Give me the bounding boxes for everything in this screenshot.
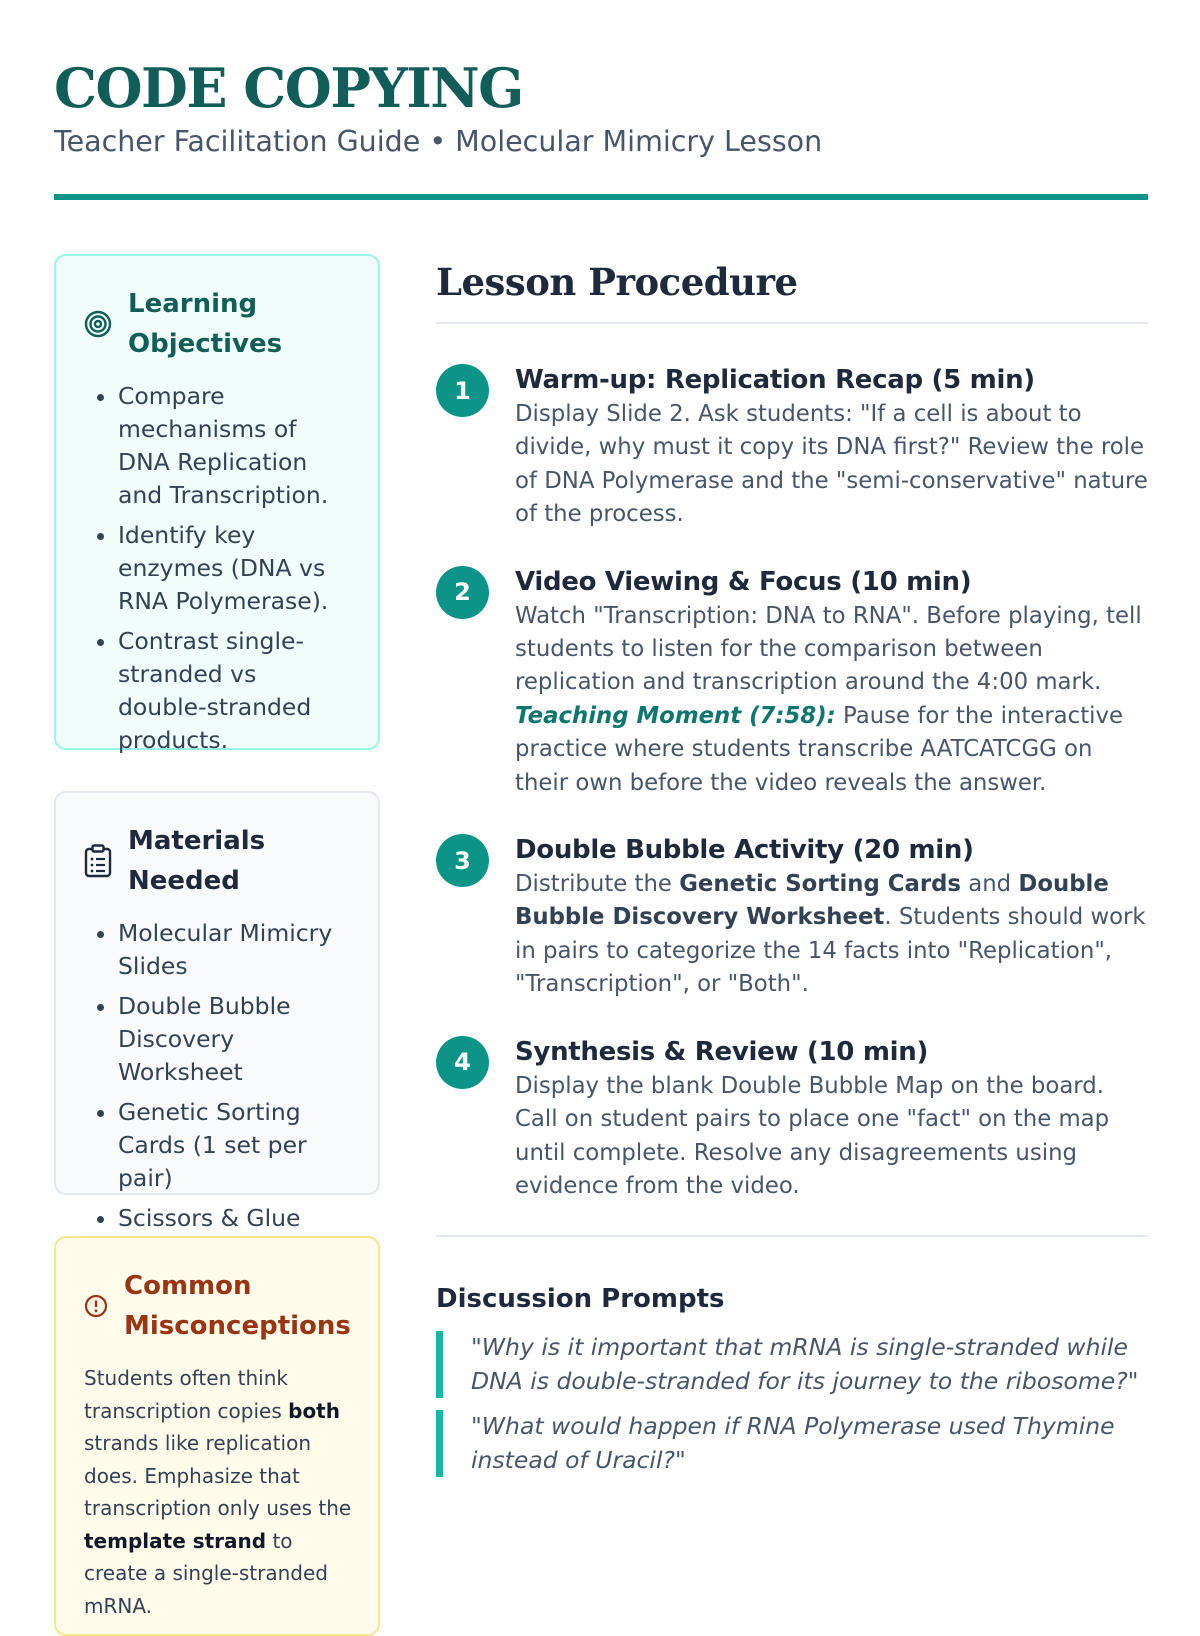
header-divider: [54, 194, 1148, 200]
main-content: [436, 254, 1148, 1477]
learning-objectives-card: [54, 254, 380, 754]
teaching-moment-label: Teaching Moment (7:58):: [515, 702, 836, 729]
step-text-emphasis: Genetic Sorting Cards: [679, 871, 961, 898]
step-title: Video Viewing & Focus (10 min): [515, 566, 972, 597]
misconceptions-text-part: Students often think transcription copies: [84, 1366, 289, 1423]
step-text: [515, 868, 1148, 1002]
material-item: • Molecular Mimicry Slides: [118, 917, 352, 983]
misconceptions-card: [54, 1236, 380, 1636]
target-icon: [84, 310, 112, 338]
misconceptions-text-part: strands like replication does. Emphasize that transcription only uses the: [84, 1431, 352, 1520]
step-title: Warm-up: Replication Recap (5 min): [515, 365, 1035, 395]
procedure-step: [436, 832, 1148, 1002]
discussion-prompt: "Why is it important that mRNA is single-stranded while DNA is double-stranded for its journey to the ribosome?": [436, 1331, 1148, 1398]
procedure-steps: [436, 362, 1148, 1203]
learning-objectives-title: Learning Objectives: [128, 289, 283, 359]
alert-circle-icon: [84, 1294, 108, 1318]
step-text-emphasis: Double Bubble Discovery Worksheet: [515, 871, 1109, 931]
procedure-step: [436, 362, 1148, 532]
step-title: Synthesis & Review (10 min): [515, 1036, 929, 1067]
teaching-moment: [515, 700, 1148, 800]
material-item: • Scissors & Glue: [118, 1202, 352, 1235]
clipboard-icon: [84, 844, 112, 878]
discussion-title: Discussion Prompts: [436, 1284, 725, 1315]
step-body: [515, 832, 1148, 1002]
step-text-part: Distribute the: [515, 871, 680, 898]
step-text: Display the blank Double Bubble Map on the board. Call on student pairs to place one "fact" on the map until complete. Resolve any disagreements using evidence from the video.: [515, 1072, 1110, 1199]
step-text-part: and: [961, 871, 1019, 898]
step-number-badge: 2: [436, 566, 489, 619]
misconceptions-header: [84, 1266, 352, 1346]
misconceptions-text-part: to create a single-stranded mRNA.: [84, 1528, 328, 1618]
objectives-list: [84, 380, 352, 757]
step-text: Watch "Transcription: DNA to RNA". Before playing, tell students to listen for the comparison between replication and transcription around the 4:00 mark.: [515, 602, 1142, 696]
step-number-badge: 4: [436, 1036, 489, 1089]
discussion-prompt: "What would happen if RNA Polymerase used Thymine instead of Uracil?": [436, 1410, 1148, 1477]
page-title: CODE COPYING: [54, 56, 523, 120]
objective-item: • Identify key enzymes (DNA vs RNA Polymerase).: [118, 519, 352, 618]
page-header: [54, 56, 1148, 160]
materials-title: Materials Needed: [128, 826, 266, 896]
objective-item: • Contrast single-stranded vs double-stranded products.: [118, 625, 352, 757]
procedure-title: Lesson Procedure: [436, 260, 798, 304]
materials-card: [54, 791, 380, 1232]
misconceptions-emphasis: both: [288, 1398, 340, 1423]
materials-list: [84, 917, 352, 1235]
misconceptions-title: Common Misconceptions: [124, 1271, 351, 1341]
page-subtitle: Teacher Facilitation Guide • Molecular Mimicry Lesson: [54, 125, 823, 158]
step-title: Double Bubble Activity (20 min): [515, 835, 974, 866]
material-item: • Genetic Sorting Cards (1 set per pair): [118, 1096, 352, 1195]
step-number-badge: 1: [436, 364, 489, 417]
misconceptions-emphasis: template strand: [84, 1528, 267, 1553]
discussion-divider: [436, 1235, 1148, 1237]
step-body: [515, 362, 1148, 532]
step-number-badge: 3: [436, 834, 489, 887]
step-body: [515, 1034, 1148, 1204]
step-text-part: . Students should work in pairs to categorize the 14 facts into "Replication", "Transcription", or "Both".: [515, 904, 1146, 998]
procedure-step: [436, 564, 1148, 800]
misconceptions-text: [84, 1362, 352, 1622]
objective-item: • Compare mechanisms of DNA Replication and Transcription.: [118, 380, 352, 512]
learning-objectives-header: [84, 284, 352, 364]
material-item: • Double Bubble Discovery Worksheet: [118, 990, 352, 1089]
procedure-step: [436, 1034, 1148, 1204]
step-text: Display Slide 2. Ask students: "If a cell is about to divide, why must it copy its DNA first?" Review the role of DNA Polymerase and the "semi-conservative" nature of the process.: [515, 401, 1148, 528]
teaching-moment-text: Pause for the interactive practice where students transcribe AATCATCGG on their own before the video reveals the answer.: [515, 702, 1123, 796]
step-body: [515, 564, 1148, 800]
materials-header: [84, 821, 352, 901]
procedure-divider: [436, 322, 1148, 324]
